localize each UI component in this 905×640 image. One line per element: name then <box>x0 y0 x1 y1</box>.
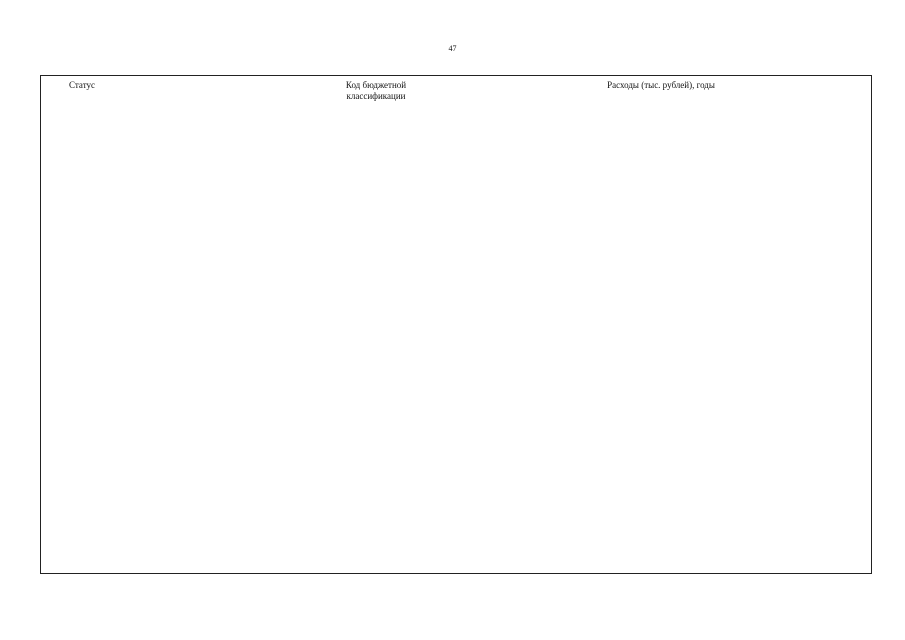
status-column-header: Статус <box>69 80 95 90</box>
page-number: 47 <box>448 44 457 53</box>
budget-code-header: Код бюджетной классификации <box>345 80 407 101</box>
budget-table <box>40 75 872 574</box>
expenses-header: Расходы (тыс. рублей), годы <box>607 80 715 90</box>
